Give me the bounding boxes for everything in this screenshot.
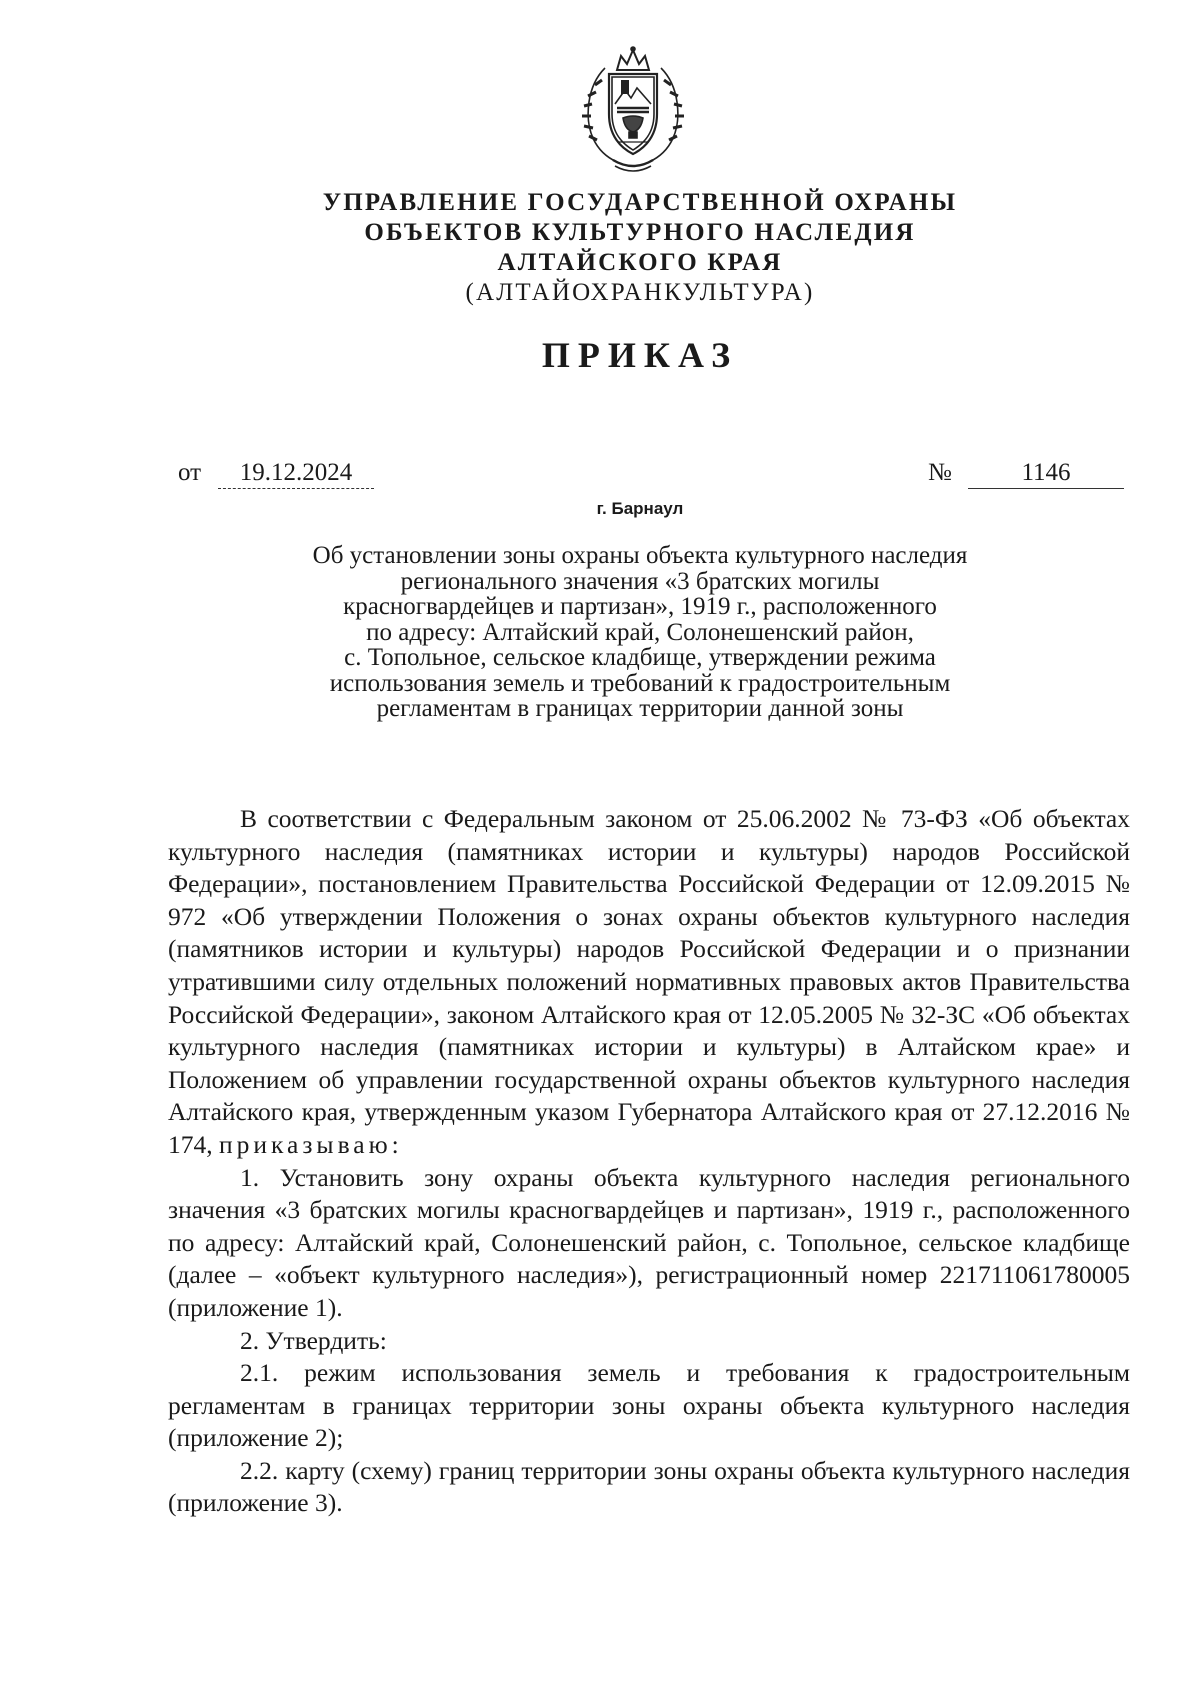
order-subject: [240, 543, 1040, 722]
subject-line: использования земель и требований к градостроительным: [329, 669, 951, 697]
issuer-line-1: УПРАВЛЕНИЕ ГОСУДАРСТВЕННОЙ ОХРАНЫ: [322, 189, 958, 216]
preamble-paragraph: [168, 803, 1130, 1162]
document-number: 1146: [968, 459, 1124, 489]
clause-1-paragraph: 1. Установить зону охраны объекта культурного наследия регионального значения «3 братских могилы красногвардейцев и партизан», 1919 г., расположенного по адресу: Алтайский край, Солонешенский район, с. Топольное, сельское кладбище (далее – «объект культурного наследия»), регистрационный номер 221711061780005 (приложение 1).: [168, 1162, 1130, 1322]
date-prefix: от: [178, 459, 202, 486]
subject-line: с. Топольное, сельское кладбище, утверждении режима: [344, 644, 936, 671]
subject-line: по адресу: Алтайский край, Солонешенский район,: [366, 618, 914, 646]
preamble-text: В соответствии с Федеральным законом от 25.06.2002 № 73-ФЗ «Об объектах культурного наследия (памятниках истории и культуры) народов Российской Федерации», постановлением Правительства Российской Федерации от 12.09.2015 № 972 «Об утверждении Положения о зонах охраны объектов культурного наследия (памятников истории и культуры) народов Российской Федерации и о признании утратившими силу отдельных положений нормативных правовых актов Правительства Российской Федерации», законом Алтайского края от 12.05.2005 № 32-ЗС «Об объектах культурного наследия (памятниках истории и культуры) в Алтайском крае» и Положением об управлении государственной охраны объектов культурного наследия Алтайского края, утвержденным указом Губернатора Алтайского края от 27.12.2016 № 174,: [168, 804, 1130, 1159]
document-title: ПРИКАЗ: [541, 335, 739, 375]
document-date: 19.12.2024: [218, 459, 374, 489]
date-number-row: [0, 459, 1200, 499]
issuer-line-2: ОБЪЕКТОВ КУЛЬТУРНОГО НАСЛЕДИЯ: [364, 219, 916, 246]
order-body: [168, 803, 1130, 1520]
clause-2-1-paragraph: 2.1. режим использования земель и требования к градостроительным регламентам в границах территории зоны охраны объекта культурного наследия (приложение 2);: [168, 1358, 1130, 1453]
issuer-abbreviation: (АЛТАЙОХРАНКУЛЬТУРА): [465, 279, 815, 306]
city-name: г. Барнаул: [596, 499, 684, 518]
coat-of-arms-emblem: [577, 44, 689, 176]
subject-line: красногвардейцев и партизан», 1919 г., расположенного: [343, 593, 937, 620]
subject-line: регламентам в границах территории данной зоны: [376, 695, 904, 722]
clause-2-2-paragraph: 2.2. карту (схему) границ территории зоны охраны объекта культурного наследия (приложение 3).: [168, 1455, 1130, 1518]
subject-line: регионального значения «3 братских могилы: [400, 567, 880, 595]
number-sign: №: [928, 459, 952, 486]
subject-line: Об установлении зоны охраны объекта культурного наследия: [312, 542, 968, 569]
issuer-line-3: АЛТАЙСКОГО КРАЯ: [497, 249, 783, 276]
issuer-header: [0, 188, 1200, 308]
clause-2-paragraph: 2. Утвердить:: [240, 1325, 387, 1355]
order-verb: приказываю:: [219, 1129, 403, 1159]
